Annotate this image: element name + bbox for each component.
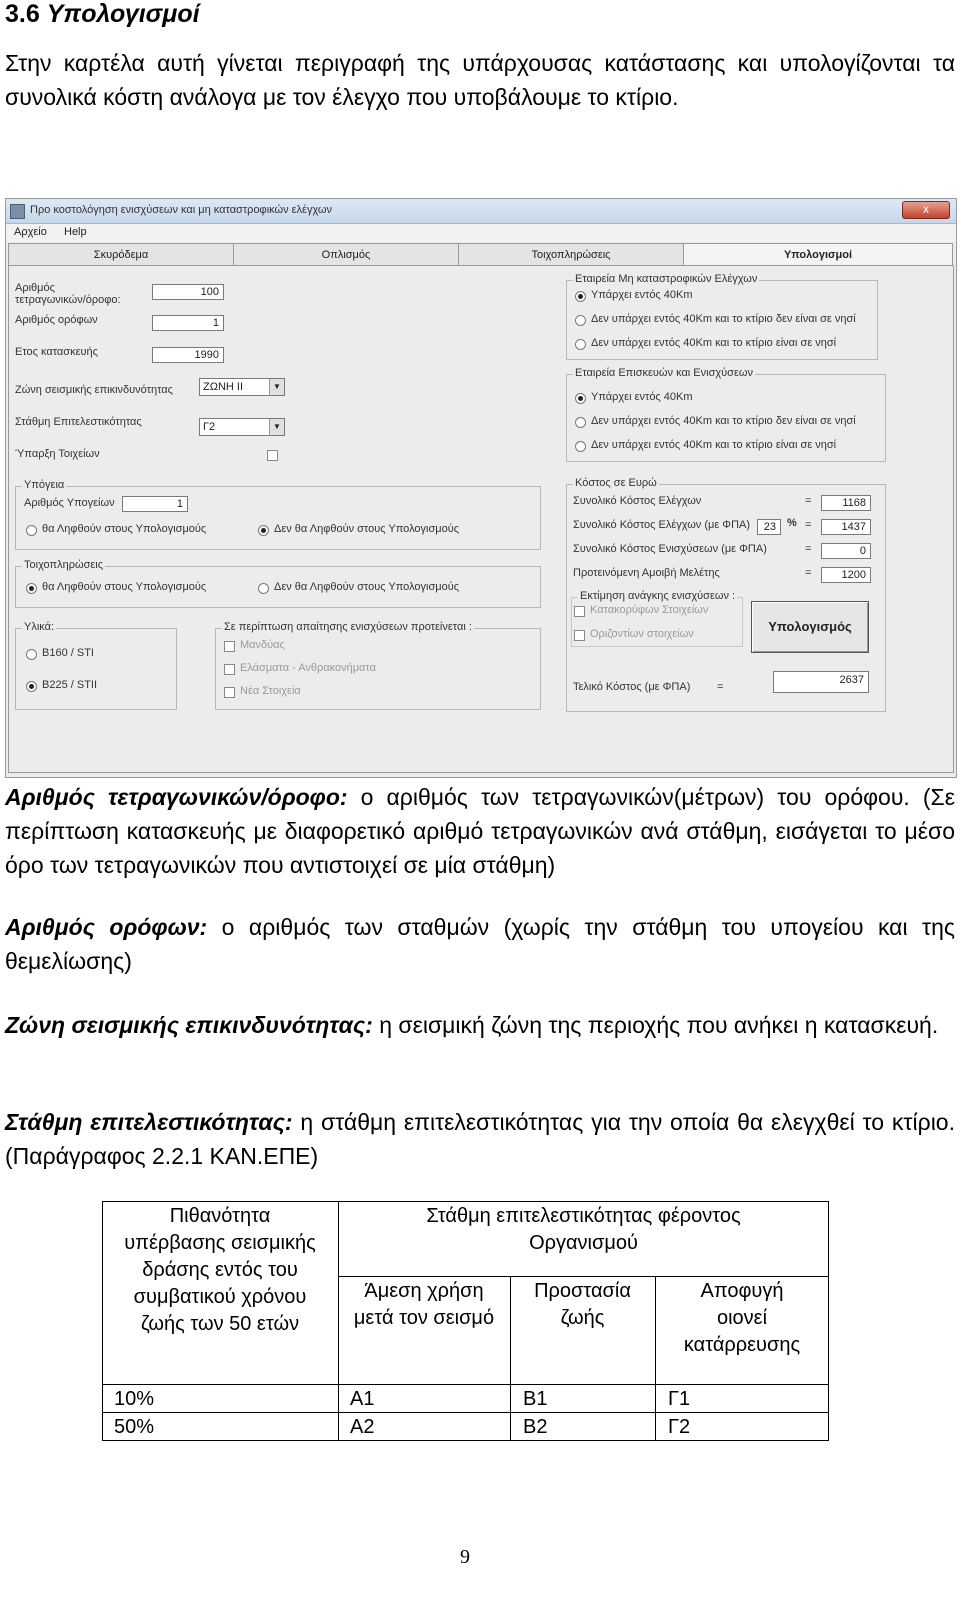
equals-sign: = (805, 543, 812, 555)
infill-group-title: Τοιχοπληρώσεις (24, 559, 104, 571)
jacket-checkbox[interactable] (224, 641, 235, 652)
materials-group-title: Υλικά: (24, 621, 55, 633)
level-select[interactable] (199, 418, 285, 436)
final-cost-label: Τελικό Κόστος (με ΦΠΑ) (573, 681, 691, 693)
vat-rate-input[interactable]: 23 (757, 519, 781, 535)
checks-company-title: Εταιρεία Μη καταστροφικών Ελέγχων (575, 273, 758, 285)
table-cell: Γ1 (668, 1388, 691, 1410)
material-b225-radio[interactable] (26, 681, 37, 692)
final-cost-value: 2637 (773, 671, 869, 693)
basement-include-radio[interactable] (26, 525, 37, 536)
area-label-1: Αριθμός (15, 282, 55, 294)
percent-sign: % (787, 517, 797, 529)
checks-island-radio[interactable] (575, 339, 586, 350)
menu-file[interactable]: Αρχείο (14, 226, 47, 238)
table-header-collapse-prevention (655, 1278, 829, 1359)
header-line: οιονεί (716, 1307, 768, 1329)
checks-company-group (566, 273, 878, 360)
definition-text: ο αριθμός των σταθμών (χωρίς την στάθμη του υπογείου και της θεμελίωσης) (5, 914, 956, 974)
year-input[interactable]: 1990 (152, 347, 224, 363)
floors-input[interactable]: 1 (152, 315, 224, 331)
definition-level (5, 1105, 955, 1173)
basement-group (15, 479, 541, 550)
menu-bar (6, 224, 956, 242)
estimate-group-title: Εκτίμηση ανάγκης ενισχύσεων : (580, 590, 736, 602)
definition-term: Στάθμη επιτελεστικότητας: (5, 1109, 293, 1135)
definition-area (5, 780, 955, 882)
repairs-island-radio[interactable] (575, 441, 586, 452)
definition-term: Ζώνη σεισμικής επικινδυνότητας: (5, 1012, 373, 1038)
title-bar (6, 199, 956, 224)
table-header-life-safety (510, 1278, 655, 1332)
table-border (102, 1384, 829, 1385)
repairs-cost-value: 0 (821, 543, 871, 559)
infill-group (15, 559, 541, 608)
study-fee-value: 1200 (821, 567, 871, 583)
study-fee-label: Προτεινόμενη Αμοιβή Μελέτης (573, 567, 720, 579)
horizontal-elements-checkbox[interactable] (574, 630, 585, 641)
table-cell: Γ2 (668, 1416, 691, 1438)
repairs-island-label: Δεν υπάρχει εντός 40Km και το κτίριο είναι σε νησί (591, 439, 837, 451)
repairs-mainland-label: Δεν υπάρχει εντός 40Km και το κτίριο δεν είναι σε νησί (591, 415, 856, 427)
proposed-group-title: Σε περίπτωση απαίτησης ενισχύσεων προτείνεται : (224, 621, 472, 633)
table-header-probability (102, 1203, 338, 1338)
equals-sign: = (717, 681, 724, 693)
frp-checkbox[interactable] (224, 664, 235, 675)
header-line: δράσης εντός του (142, 1259, 298, 1281)
checks-mainland-radio[interactable] (575, 315, 586, 326)
definition-text: η σεισμική ζώνη της περιοχής που ανήκει η κατασκευή. (372, 1012, 939, 1038)
intro-paragraph: Στην καρτέλα αυτή γίνεται περιγραφή της υπάρχουσας κατάστασης και υπολογίζονται τα συνολικά κόστη ανάλογα με τον έλεγχο που υποβάλουμε το κτίριο. (5, 50, 955, 110)
checks-vat-value: 1437 (821, 519, 871, 535)
definition-text: η στάθμη επιτελεστικότητας για την οποία θα ελεγχθεί το κτίριο. (Παράγραφος 2.2.1 ΚΑΝ.ΕΠΕ) (5, 1109, 955, 1169)
estimate-group (571, 590, 743, 647)
tab-strip (8, 243, 952, 265)
frp-label: Ελάσματα - Ανθρακονήματα (240, 662, 376, 674)
repairs-company-title: Εταιρεία Επισκευών και Ενισχύσεων (575, 367, 753, 379)
table-cell: B2 (523, 1416, 548, 1438)
table-cell: A2 (350, 1416, 375, 1438)
table-cell: 50% (114, 1416, 155, 1438)
definition-term: Αριθμός ορόφων: (5, 914, 208, 940)
checks-vat-label: Συνολικό Κόστος Ελέγχων (με ΦΠΑ) (573, 519, 751, 531)
basement-count-input[interactable]: 1 (122, 496, 188, 512)
zone-select-value: ΖΩΝΗ ΙΙ (203, 381, 243, 393)
calculate-button[interactable]: Υπολογισμός (751, 601, 869, 653)
definition-zone (5, 1008, 955, 1042)
header-line: ζωής (560, 1307, 605, 1329)
repairs-mainland-radio[interactable] (575, 417, 586, 428)
checks-within-radio[interactable] (575, 291, 586, 302)
costs-group-title: Κόστος σε Ευρώ (575, 477, 657, 489)
material-b225-label: B225 / STII (42, 679, 98, 691)
materials-group (15, 621, 177, 710)
basement-group-title: Υπόγεια (24, 479, 65, 491)
header-line: Άμεση χρήση (364, 1280, 484, 1302)
page-number: 9 (460, 1546, 470, 1568)
table-header-immediate-use (338, 1278, 510, 1332)
new-elements-checkbox[interactable] (224, 687, 235, 698)
infill-include-radio[interactable] (26, 583, 37, 594)
header-line: Πιθανότητα (169, 1205, 271, 1227)
vertical-elements-checkbox[interactable] (574, 606, 585, 617)
area-input[interactable]: 100 (152, 284, 224, 300)
menu-help[interactable]: Help (64, 226, 87, 238)
proposed-group (215, 621, 541, 710)
header-line: κατάρρευσης (683, 1334, 801, 1356)
header-line: Προστασία (534, 1280, 631, 1302)
table-header-group (338, 1203, 829, 1257)
checks-within-label: Υπάρχει εντός 40Km (591, 289, 693, 301)
table-border (102, 1440, 829, 1441)
infill-exclude-radio[interactable] (258, 583, 269, 594)
calculations-panel (8, 265, 954, 773)
horizontal-elements-label: Οριζοντίων στοιχείων (590, 628, 694, 640)
table-border (102, 1201, 829, 1202)
equals-sign: = (805, 567, 812, 579)
repairs-cost-label: Συνολικό Κόστος Ενισχύσεων (με ΦΠΑ) (573, 543, 767, 555)
definition-floors (5, 910, 955, 978)
costs-group (566, 477, 886, 712)
header-line: μετά τον σεισμό (353, 1307, 495, 1329)
jacket-label: Μανδύας (240, 639, 285, 651)
checks-mainland-label: Δεν υπάρχει εντός 40Km και το κτίριο δεν είναι σε νησί (591, 313, 856, 325)
repairs-within-radio[interactable] (575, 393, 586, 404)
section-number: 3.6 (5, 0, 40, 28)
checks-island-label: Δεν υπάρχει εντός 40Km και το κτίριο είναι σε νησί (591, 337, 837, 349)
tab-infill[interactable]: Τοιχοπληρώσεις (458, 243, 684, 266)
header-line: ζωής των 50 ετών (140, 1313, 300, 1335)
checks-cost-value: 1168 (821, 495, 871, 511)
level-select-value: Γ2 (203, 421, 216, 433)
table-border (102, 1412, 829, 1413)
window-title: Προ κοστολόγηση ενισχύσεων και μη καταστροφικών ελέγχων (30, 204, 333, 216)
definition-term: Αριθμός τετραγωνικών/όροφο: (5, 784, 348, 810)
material-b160-label: B160 / STI (42, 647, 94, 659)
material-b160-radio[interactable] (26, 649, 37, 660)
header-line: Αποφυγή (700, 1280, 784, 1302)
basement-exclude-label: Δεν θα Ληφθούν στους Υπολογισμούς (274, 523, 460, 535)
definition-text: ο αριθμός των τετραγωνικών(μέτρων) του ορόφου. (Σε περίπτωση κατασκευής με διαφορετικό αριθμό τετραγωνικών ανά στάθμη, εισάγεται το μέσο όρο των τετραγωνικών που αντιστοιχεί σε μία στάθμη) (5, 784, 955, 878)
chevron-down-icon[interactable]: ▼ (269, 419, 284, 435)
header-line: Στάθμη επιτελεστικότητας φέροντος (426, 1205, 741, 1227)
zone-label: Ζώνη σεισμικής επικινδυνότητας (15, 384, 173, 396)
equals-sign: = (805, 519, 812, 531)
repairs-within-label: Υπάρχει εντός 40Km (591, 391, 693, 403)
checks-cost-label: Συνολικό Κόστος Ελέγχων (573, 495, 702, 507)
new-elements-label: Νέα Στοιχεία (240, 685, 301, 697)
year-label: Ετος κατασκευής (15, 346, 98, 358)
vertical-elements-label: Κατακορύφων Στοιχείων (590, 604, 709, 616)
table-cell: 10% (114, 1388, 155, 1410)
table-border (338, 1276, 829, 1277)
zone-select[interactable] (199, 378, 285, 396)
section-title: Υπολογισμοί (46, 0, 200, 28)
equals-sign: = (805, 495, 812, 507)
tab-reinforcement[interactable]: Οπλισμός (233, 243, 459, 266)
close-button[interactable]: x (902, 201, 950, 219)
level-label: Στάθμη Επιτελεστικότητας (15, 416, 142, 428)
app-window (5, 198, 957, 778)
tab-concrete[interactable]: Σκυρόδεμα (8, 243, 234, 266)
header-line: Οργανισμού (529, 1232, 638, 1254)
app-icon (10, 204, 25, 219)
basement-exclude-radio[interactable] (258, 525, 269, 536)
tab-calculations[interactable]: Υπολογισμοί (683, 243, 953, 266)
table-cell: B1 (523, 1388, 548, 1410)
basement-include-label: θα Ληφθούν στους Υπολογισμούς (42, 523, 207, 535)
section-heading (5, 0, 200, 29)
basement-count-label: Αριθμός Υπογείων (24, 497, 115, 509)
header-line: υπέρβασης σεισμικής (124, 1232, 316, 1254)
columns-label: Ύπαρξη Τοιχείων (15, 448, 100, 460)
chevron-down-icon[interactable]: ▼ (269, 379, 284, 395)
performance-level-table (102, 1201, 829, 1441)
infill-exclude-label: Δεν θα Ληφθούν στους Υπολογισμούς (274, 581, 460, 593)
infill-include-label: θα Ληφθούν στους Υπολογισμούς (42, 581, 207, 593)
floors-label: Αριθμός ορόφων (15, 314, 98, 326)
header-line: συμβατικού χρόνου (133, 1286, 307, 1308)
area-label-2: τετραγωνικών/όροφο: (15, 294, 121, 306)
columns-checkbox[interactable] (267, 450, 278, 461)
repairs-company-group (566, 367, 886, 462)
table-cell: A1 (350, 1388, 375, 1410)
